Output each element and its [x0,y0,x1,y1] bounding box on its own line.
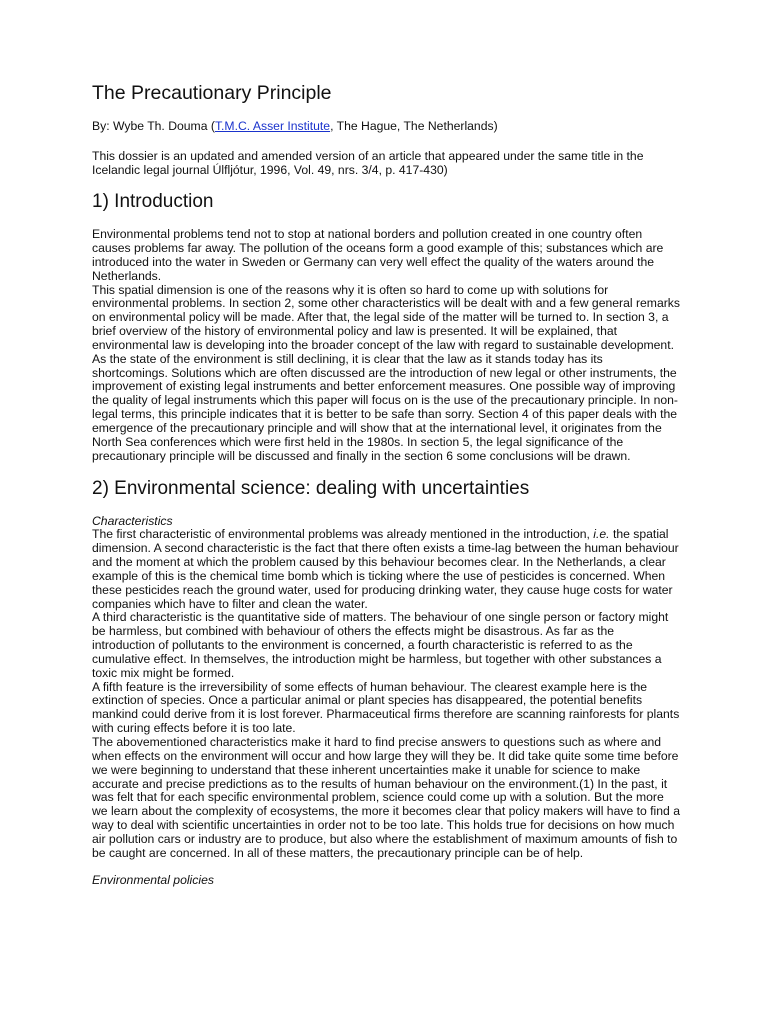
characteristics-body [92,528,680,860]
byline-prefix: By: Wybe Th. Douma ( [92,119,215,134]
paragraph: This spatial dimension is one of the reasons why it is often so hard to come up with solutions for environmental problems. In section 2, some other characteristics will be dealt with and a few general remarks on environmental policy will be made. After that, the legal side of the matter will be turned to. In section 3, a brief overview of the history of environmental policy and law is presented. It will be explained, that environmental law is developing into the broader concept of the law with regard to sustainable development. [92,282,680,352]
byline-suffix: , The Hague, The Netherlands) [330,119,498,134]
subheading-environmental-policies: Environmental policies [92,872,214,887]
subheading-characteristics: Characteristics [92,514,173,529]
paragraph: Environmental problems tend not to stop at national borders and pollution created in one country often causes problems far away. The pollution of the oceans form a good example of this; substances which are introduced into the water in Sweden or Germany can very well effect the quality of the waters around the Netherlands. [92,227,664,283]
dossier-note: This dossier is an updated and amended version of an article that appeared under the same title in the Icelandic legal journal Úlfljótur, 1996, Vol. 49, nrs. 3/4, p. 417-430) [92,149,644,178]
paragraph: As the state of the environment is still declining, it is clear that the law as it stands today has its shortcomings. Solutions which are often discussed are the introduction of new legal or other instruments, the improvement of existing legal instruments and better enforcement measures. One possible way of improving the quality of legal instruments which this paper will focus on is the use of the precautionary principle. In non-legal terms, this principle indicates that it is better to be safe than sorry. Section 4 of this paper deals with the emergence of the precautionary principle and will show that at the international level, it originates from the North Sea conferences which were first held in the 1980s. In section 5, the legal significance of the precautionary principle will be discussed and finally in the section 6 some conclusions will be drawn. [92,351,678,463]
byline [92,119,680,133]
introduction-body [92,228,680,463]
paragraph: The abovementioned characteristics make it hard to find precise answers to questions such as where and when effects on the environment will occur and how large they will they be. It did take quite some time before we were beginning to understand that these inherent uncertainties make it unable for science to make accurate and precise predictions as to the results of human behaviour on the environment.(1) In the past, it was felt that for each specific environmental problem, science could come up with a solution. But the more we learn about the complexity of ecosystems, the more it becomes clear that policy makers will have to find a way to deal with scientific uncertainties in order not to be too late. This holds true for decisions on how much air pollution cars or industry are to produce, but also where the establishment of maximum amounts of fish to be caught are concerned. In all of these matters, the precautionary principle can be of help. [92,734,680,860]
italic-text: i.e. [593,527,610,542]
paragraph [92,528,680,611]
section-heading-introduction: 1) Introduction [92,191,214,213]
page-title: The Precautionary Principle [92,82,332,104]
paragraph: A fifth feature is the irreversibility of some effects of human behaviour. The clearest example here is the extinction of species. Once a particular animal or plant species has disappeared, the potential benefits mankind could derive from it is lost forever. Pharmaceutical firms therefore are scanning rainforests for plants with curing effects before it is too late. [92,679,680,736]
text-run: the spatial dimension. A second characteristic is the fact that there often exists a time-lag between the human behaviour and the moment at which the problem caused by this behaviour becomes clear. In the Netherlands, a clear example of this is the chemical time bomb which is ticking where the use of pesticides is concerned. When these pesticides reach the ground water, used for producing drinking water, they cause huge costs for water companies which have to filter and clean the water. [92,527,679,611]
paragraph: A third characteristic is the quantitative side of matters. The behaviour of one single person or factory might be harmless, but combined with behaviour of others the effects might be disastrous. As far as the introduction of pollutants to the environment is concerned, a fourth characteristic is referred to as the cumulative effect. In themselves, the introduction might be harmless, but together with other substances a toxic mix might be formed. [92,610,669,680]
asser-institute-link[interactable]: T.M.C. Asser Institute [214,119,331,134]
text-run: The first characteristic of environmental problems was already mentioned in the introduction, [92,527,594,542]
section-heading-environmental-science: 2) Environmental science: dealing with uncertainties [92,477,530,499]
